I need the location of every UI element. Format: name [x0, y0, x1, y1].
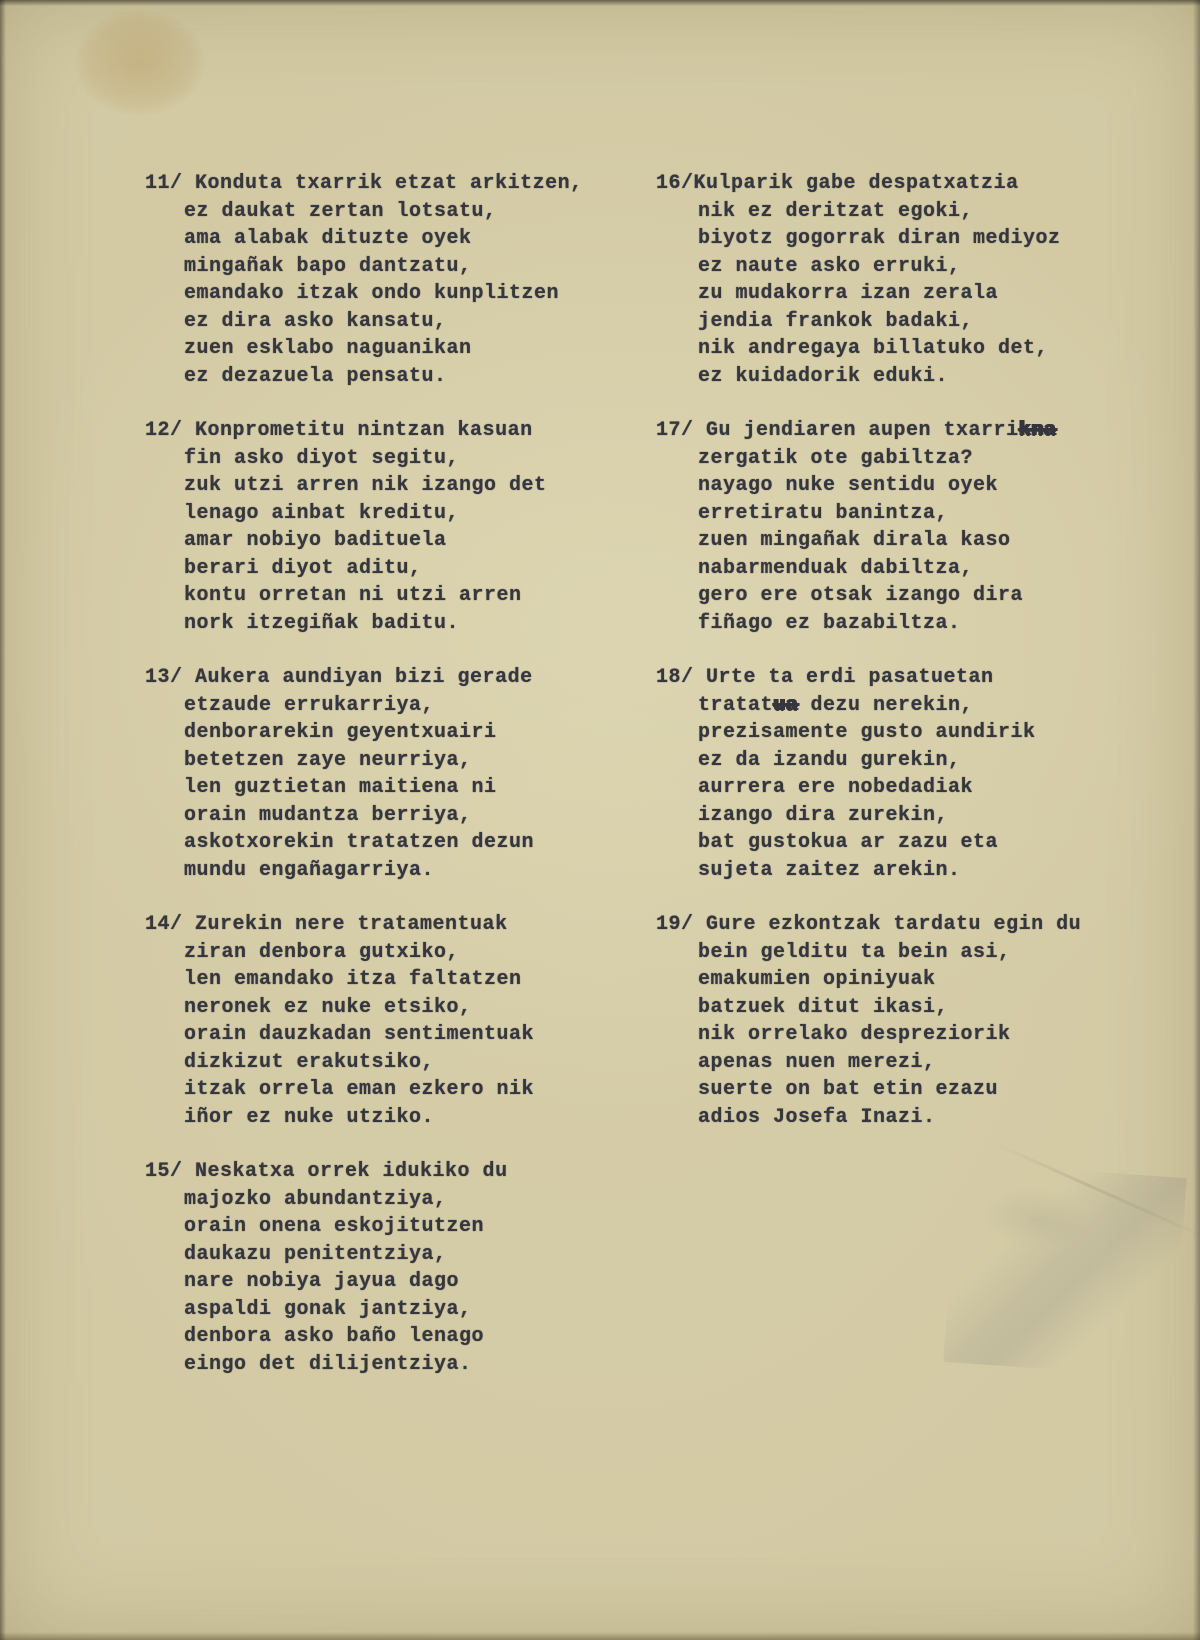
verse-line: 12/ Konprometitu nintzan kasuan — [145, 419, 533, 442]
scan-edge-top — [0, 0, 1200, 6]
verse-line: nik ez deritzat egoki, — [698, 199, 974, 223]
verse-line: sujeta zaitez arekin. — [698, 858, 961, 882]
verse-line: neronek ez nuke etsiko, — [184, 995, 472, 1019]
stanza-number: 16/ — [656, 172, 694, 195]
verse-line: denborarekin geyentxuairi — [184, 721, 497, 744]
verse-line: iñor ez nuke utziko. — [184, 1105, 435, 1129]
verse-line: mundu engañagarriya. — [184, 858, 435, 882]
verse-line: suerte on bat etin ezazu — [698, 1078, 999, 1101]
stanza — [145, 911, 583, 1131]
verse-line: emandako itzak ondo kunplitzen — [184, 282, 560, 305]
verse-line: zu mudakorra izan zerala — [698, 282, 999, 305]
verse-line: denbora asko baño lenago — [184, 1325, 485, 1348]
verse-line: zergatik ote gabiltza? — [698, 446, 974, 470]
verse-line: itzak orrela eman ezkero nik — [184, 1078, 535, 1101]
verse-line: mingañak bapo dantzatu, — [184, 254, 472, 278]
stanza-number: 18/ — [656, 666, 707, 689]
verse-line: nork itzegiñak baditu. — [184, 611, 460, 635]
verse-line: len emandako itza faltatzen — [184, 968, 522, 991]
verse-line: kontu orretan ni utzi arren — [184, 584, 522, 607]
verse-line: ez da izandu gurekin, — [698, 748, 961, 772]
verse-line: zuen esklabo naguanikan — [184, 337, 472, 360]
stanza-number: 19/ — [656, 913, 707, 936]
verse-line: jendia frankok badaki, — [698, 309, 974, 333]
verse-line: fiñago ez bazabiltza. — [698, 611, 961, 635]
scan-edge-left — [0, 0, 6, 1640]
stanza — [656, 417, 1081, 637]
verse-line: batzuek ditut ikasi, — [698, 995, 949, 1019]
verse-line: 18/ Urte ta erdi pasatuetan — [656, 666, 994, 689]
verse-line: berari diyot aditu, — [184, 556, 422, 580]
stanza — [656, 170, 1081, 390]
verse-line: nik orrelako despreziorik — [698, 1023, 1011, 1046]
verse-line: 14/ Zurekin nere tratamentuak — [145, 913, 508, 936]
verse-line: ez daukat zertan lotsatu, — [184, 199, 497, 223]
verse-line: aurrera ere nobedadiak — [698, 776, 974, 799]
stanza-number: 17/ — [656, 419, 707, 442]
left-column — [145, 170, 583, 1405]
verse-line: ez kuidadorik eduki. — [698, 364, 949, 388]
verse-line: orain dauzkadan sentimentuak — [184, 1023, 535, 1046]
stanza-number: 15/ — [145, 1160, 196, 1183]
stanza-number: 13/ — [145, 666, 196, 689]
verse-line: apenas nuen merezi, — [698, 1050, 936, 1074]
verse-line: prezisamente gusto aundirik — [698, 721, 1036, 744]
verse-line: nayago nuke sentidu oyek — [698, 474, 999, 497]
right-column — [656, 170, 1081, 1158]
overstruck-text: ua — [773, 693, 799, 717]
verse-line: 17/ Gu jendiaren aupen txarrikna — [656, 419, 1057, 442]
verse-line: bein gelditu ta bein asi, — [698, 940, 1011, 964]
verse-line: 11/ Konduta txarrik etzat arkitzen, — [145, 172, 583, 195]
pencil-smudge — [943, 1162, 1186, 1378]
verse-line: etzaude errukarriya, — [184, 693, 435, 717]
verse-line: ez naute asko erruki, — [698, 254, 961, 278]
scan-edge-bottom — [0, 1632, 1200, 1640]
verse-line: orain mudantza berriya, — [184, 803, 472, 827]
verse-line: nabarmenduak dabiltza, — [698, 556, 974, 580]
stanza — [656, 911, 1081, 1131]
paper-stain — [75, 10, 205, 115]
verse-line: ez dezazuela pensatu. — [184, 364, 447, 388]
verse-line: izango dira zurekin, — [698, 803, 949, 827]
verse-line: biyotz gogorrak diran mediyoz — [698, 227, 1061, 250]
verse-line: ziran denbora gutxiko, — [184, 940, 460, 964]
stanza-number: 14/ — [145, 913, 196, 936]
verse-line: fin asko diyot segitu, — [184, 446, 460, 470]
verse-line: ez dira asko kansatu, — [184, 309, 447, 333]
verse-line: 19/ Gure ezkontzak tardatu egin du — [656, 913, 1082, 936]
verse-line: emakumien opiniyuak — [698, 968, 936, 991]
verse-line: amar nobiyo badituela — [184, 529, 447, 552]
verse-line: zuk utzi arren nik izango det — [184, 474, 547, 497]
stanza — [145, 1158, 583, 1378]
scan-edge-right — [1193, 0, 1200, 1640]
verse-line: gero ere otsak izango dira — [698, 584, 1024, 607]
verse-line: ama alabak dituzte oyek — [184, 227, 472, 250]
stanza-number: 11/ — [145, 172, 196, 195]
verse-line: aspaldi gonak jantziya, — [184, 1297, 472, 1321]
verse-line: majozko abundantziya, — [184, 1187, 447, 1211]
stanza — [656, 664, 1081, 884]
verse-line: bat gustokua ar zazu eta — [698, 831, 999, 854]
verse-line: betetzen zaye neurriya, — [184, 748, 472, 772]
verse-line: 15/ Neskatxa orrek idukiko du — [145, 1160, 508, 1183]
verse-line: nik andregaya billatuko det, — [698, 337, 1049, 360]
verse-line: askotxorekin tratatzen dezun — [184, 831, 535, 854]
stanza — [145, 417, 583, 637]
verse-line: 16/Kulparik gabe despatxatzia — [656, 172, 1019, 195]
stanza-number: 12/ — [145, 419, 196, 442]
verse-line: lenago ainbat kreditu, — [184, 501, 460, 525]
verse-line: 13/ Aukera aundiyan bizi gerade — [145, 666, 533, 689]
verse-line: orain onena eskojitutzen — [184, 1215, 485, 1238]
verse-line: tratatua dezu nerekin, — [698, 693, 974, 717]
verse-line: daukazu penitentziya, — [184, 1242, 447, 1266]
verse-line: eingo det dilijentziya. — [184, 1352, 472, 1376]
verse-line: len guztietan maitiena ni — [184, 776, 497, 799]
stanza — [145, 170, 583, 390]
stanza — [145, 664, 583, 884]
verse-line: dizkizut erakutsiko, — [184, 1050, 435, 1074]
verse-line: erretiratu banintza, — [698, 501, 949, 525]
verse-line: nare nobiya jayua dago — [184, 1270, 460, 1293]
verse-line: adios Josefa Inazi. — [698, 1105, 936, 1129]
overstruck-text: kna — [1018, 419, 1057, 442]
verse-line: zuen mingañak dirala kaso — [698, 529, 1011, 552]
